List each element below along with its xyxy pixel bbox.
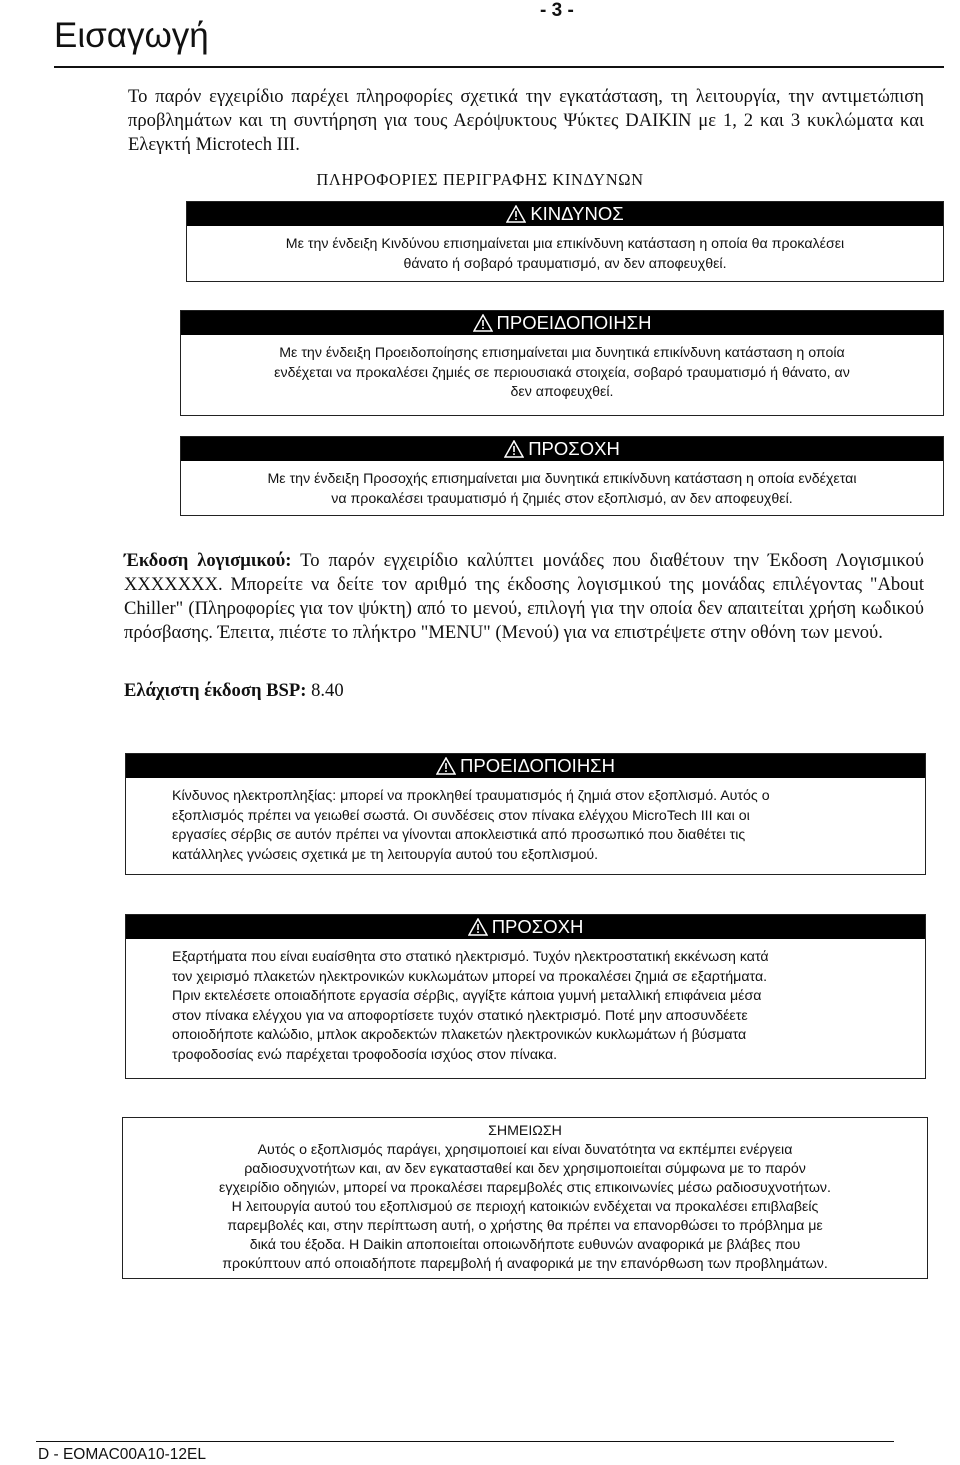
caution-legend-bar — [181, 437, 943, 461]
notice-line: εγχειρίδιο οδηγιών, μπορεί να προκαλέσει παρεμβολές στις επικοινωνίες μέσω ραδιοσυχνοτήτων. — [219, 1180, 831, 1196]
caution-legend-line: να προκαλέσει τραυματισμό ή ζημιές στον εξοπλισμό, αν δεν αποφευχθεί. — [331, 490, 793, 507]
static-caution-box — [125, 914, 926, 1079]
static-caution-line: στον πίνακα ελέγχου για να αποφορτίσετε τυχόν στατικό ηλεκτρισμό. Ποτέ μην αποσυνδέετε — [172, 1007, 748, 1024]
notice-heading: ΣΗΜΕΙΩΣΗ — [488, 1123, 562, 1139]
warning-triangle-icon — [468, 918, 488, 936]
warning-legend-heading: ΠΡΟΕΙΔΟΠΟΙΗΣΗ — [496, 312, 652, 333]
bsp-label: Ελάχιστη έκδοση BSP: — [124, 680, 307, 701]
warning-triangle-icon — [506, 205, 526, 223]
static-caution-line: Εξαρτήματα που είναι ευαίσθητα στο στατικό ηλεκτρισμό. Τυχόν ηλεκτροστατική εκκένωση κατά — [172, 949, 769, 965]
caution-legend-heading: ΠΡΟΣΟΧΗ — [528, 438, 620, 459]
warning-triangle-icon — [436, 757, 456, 775]
hazard-legend-title: ΠΛΗΡΟΦΟΡΙΕΣ ΠΕΡΙΓΡΑΦΗΣ ΚΙΝΔΥΝΩΝ — [316, 170, 644, 189]
header-rule — [54, 66, 944, 68]
warning-legend-line: Με την ένδειξη Προειδοποίησης επισημαίνεται μια δυνητικά επικίνδυνη κατάσταση η οποία — [279, 345, 845, 361]
static-caution-heading: ΠΡΟΣΟΧΗ — [491, 916, 584, 937]
warning-legend-line: δεν αποφευχθεί. — [510, 384, 614, 400]
footer-document-code: D - EOMAC00A10-12EL — [38, 1446, 206, 1463]
electric-shock-warning-text — [126, 778, 925, 865]
danger-line: θάνατο ή σοβαρό τραυματισμό, αν δεν αποφευχθεί. — [403, 255, 727, 272]
static-caution-line: τροφοδοσίας ενώ παρέχεται τροφοδοσία ισχύος στον πίνακα. — [172, 1046, 558, 1063]
danger-box — [186, 201, 944, 282]
section-title: Εισαγωγή — [54, 16, 209, 55]
electric-shock-warning-line: κατάλληλες γνώσεις σχετικά με τη λειτουργία αυτού του εξοπλισμού. — [172, 846, 599, 863]
static-caution-line: Πριν εκτελέσετε οποιαδήποτε εργασία σέρβις, αγγίξτε κάποια γυμνή μεταλλική επιφάνεια μέσα — [172, 988, 762, 1004]
intro-paragraph: Το παρόν εγχειρίδιο παρέχει πληροφορίες σχετικά την εγκατάσταση, τη λειτουργία, την αντιμετώπιση προβλημάτων και τη συντήρηση για τους Αερόψυκτους Ψύκτες DAIKIN με 1, 2 και 3 κυκλώματα και Ελεγκτή Microtech III. — [128, 86, 924, 155]
danger-heading: ΚΙΝΔΥΝΟΣ — [530, 203, 624, 224]
static-caution-bar — [126, 915, 925, 939]
danger-line: Με την ένδειξη Κινδύνου επισημαίνεται μια επικίνδυνη κατάσταση η οποία θα προκαλέσει — [285, 236, 845, 252]
warning-legend-text — [181, 335, 943, 403]
warning-legend-bar — [181, 311, 943, 335]
bsp-version — [124, 680, 344, 702]
electric-shock-warning-line: Κίνδυνος ηλεκτροπληξίας: μπορεί να προκληθεί τραυματισμός ή ζημιά στον εξοπλισμό. Αυτός ο — [172, 788, 770, 804]
caution-legend-text — [181, 461, 943, 509]
notice-box — [122, 1117, 928, 1279]
static-caution-line: τον χειρισμό πλακετών ηλεκτρονικών κυκλωμάτων μπορεί να προκαλέσει ζημιά σε εξαρτήματα. — [172, 968, 768, 985]
software-version-paragraph — [124, 549, 924, 645]
caution-legend-box — [180, 436, 944, 516]
electric-shock-warning-line: εξοπλισμός πρέπει να γειωθεί σωστά. Οι συνδέσεις στον πίνακα ελέγχου MicroTech III και οι — [172, 807, 750, 824]
static-caution-text — [126, 939, 925, 1065]
notice-line: παρεμβολές και, στην περίπτωση αυτή, ο χρήστης θα πρέπει να επανορθώσει το πρόβλημα με — [227, 1218, 823, 1234]
notice-line: προκύπτουν από οποιαδήποτε παρεμβολή ή αναφορικά με την επανόρθωση των προβλημάτων. — [222, 1256, 828, 1272]
footer-rule — [36, 1441, 894, 1442]
software-version-label: Έκδοση λογισμικού: — [124, 550, 292, 571]
notice-line: ραδιοσυχνοτήτων και, αν δεν εγκατασταθεί και δεν χρησιμοποιείται σύμφωνα με το παρόν — [244, 1161, 806, 1177]
caution-legend-line: Με την ένδειξη Προσοχής επισημαίνεται μια δυνητικά επικίνδυνη κατάσταση η οποία ενδέχεται — [267, 471, 857, 487]
software-version-text: Το παρόν εγχειρίδιο καλύπτει μονάδες που διαθέτουν την Έκδοση Λογισμικού XXXXXXX. Μπορείτε να δείτε τον αριθμό της έκδοσης λογισμικού της μονάδας επιλέγοντας "About Chiller" (Πληροφορίες για τον ψύκτη) από το μενού, επιλογή για την οποία δεν απαιτείται χρήση κωδικού πρόσβασης. Έπειτα, πιέστε το πλήκτρο "MENU" (Μενού) για να επιστρέψετε στην οθόνη των μενού. — [124, 550, 925, 643]
warning-triangle-icon — [473, 314, 493, 332]
electric-shock-warning-box — [125, 753, 926, 875]
static-caution-line: οποιοδήποτε καλώδιο, μπλοκ ακροδεκτών πλακετών ηλεκτρονικών κυκλωμάτων ή βύσματα — [172, 1027, 747, 1043]
warning-legend-line: ενδέχεται να προκαλέσει ζημιές σε περιουσιακά στοιχεία, σοβαρό τραυματισμό ή θάνατο, αν — [274, 364, 850, 381]
page-number: - 3 - — [540, 0, 574, 21]
warning-legend-box — [180, 310, 944, 416]
electric-shock-warning-line: εργασίες σέρβις σε αυτόν πρέπει να γίνονται αποκλειστικά από προσωπικό που διαθέτει τις — [172, 827, 746, 843]
danger-text — [187, 226, 943, 274]
notice-line: Αυτός ο εξοπλισμός παράγει, χρησιμοποιεί και είναι δυνατότητα να εκπέμπει ενέργεια — [257, 1142, 793, 1158]
danger-bar — [187, 202, 943, 226]
electric-shock-warning-bar — [126, 754, 925, 778]
bsp-value: 8.40 — [311, 680, 344, 701]
notice-line: Η λειτουργία αυτού του εξοπλισμού σε περιοχή κατοικιών ενδέχεται να προκαλέσει επιβλαβείς — [231, 1199, 819, 1215]
warning-triangle-icon — [504, 440, 524, 458]
notice-line: δικά του έξοδα. Η Daikin αποποιείται οποιωνδήποτε ευθυνών αναφορικά με βλάβες που — [249, 1237, 801, 1253]
electric-shock-warning-heading: ΠΡΟΕΙΔΟΠΟΙΗΣΗ — [460, 755, 615, 776]
